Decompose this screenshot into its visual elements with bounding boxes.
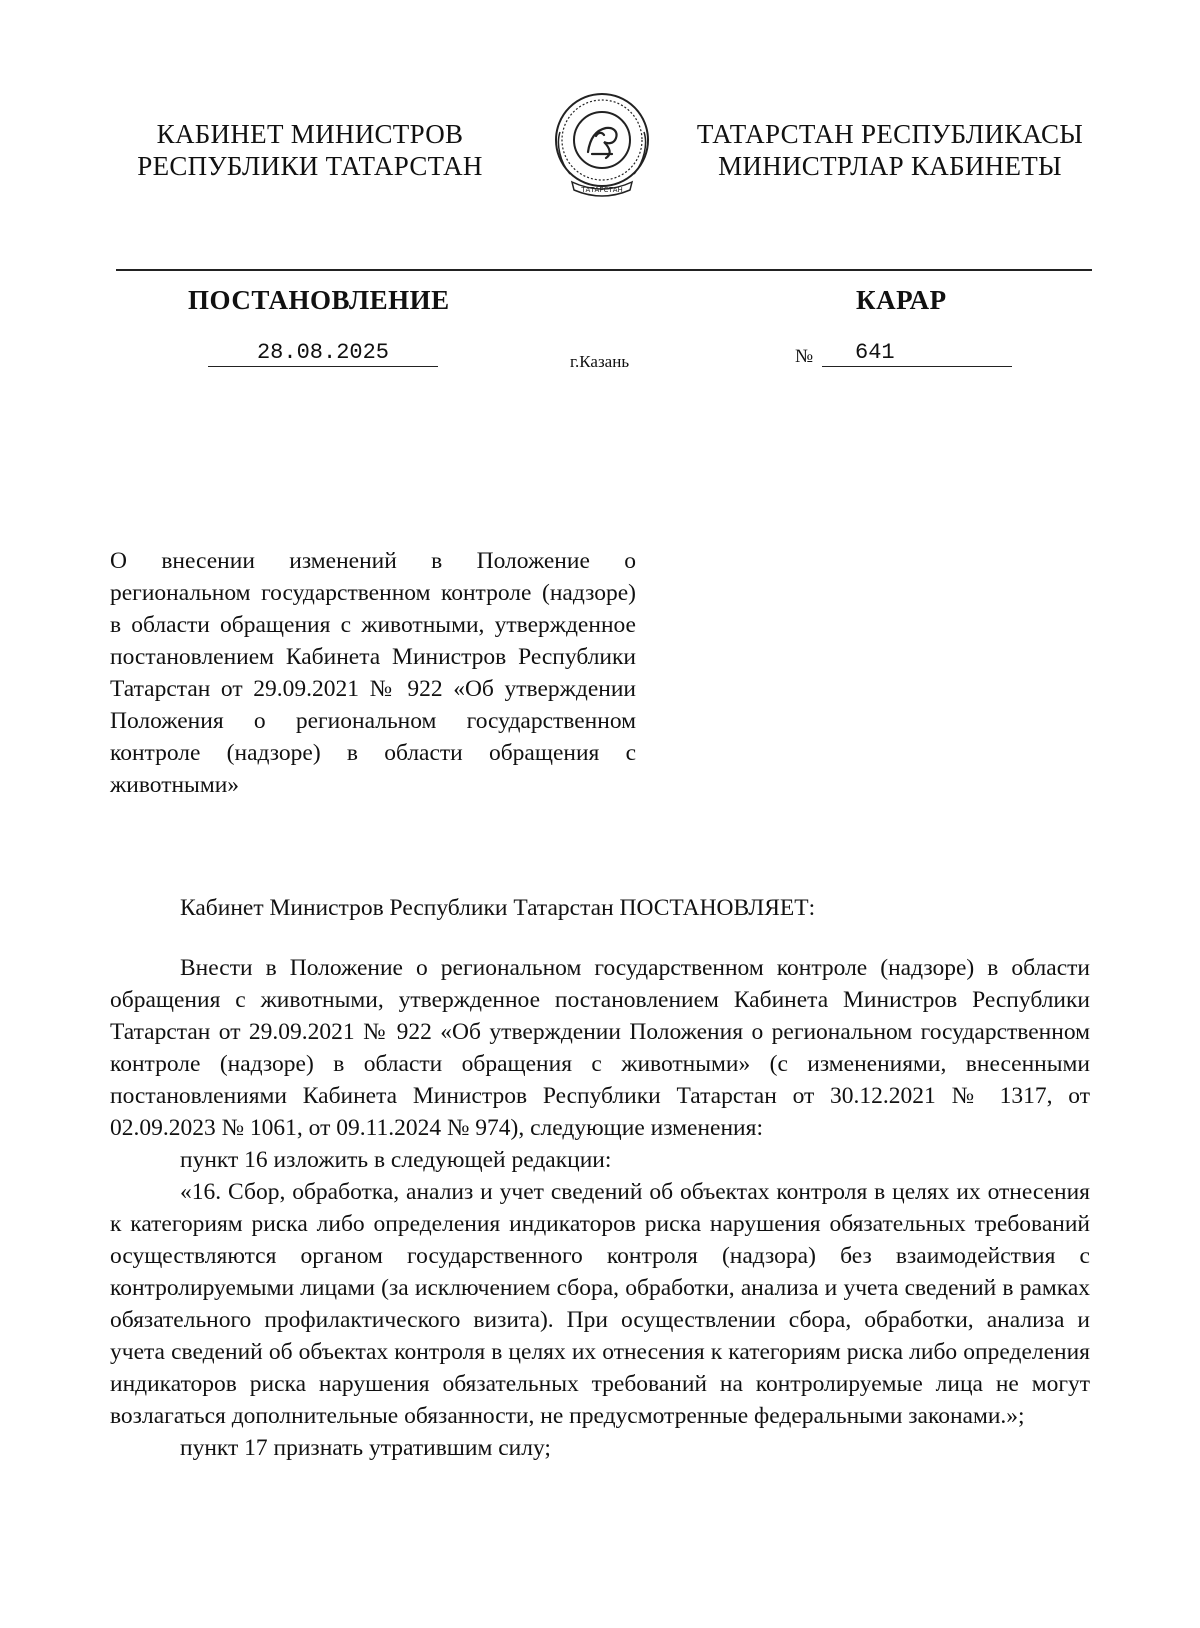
doc-number — [830, 340, 1010, 365]
doc-number-value: 641 — [855, 340, 895, 365]
preamble: Кабинет Министров Республики Татарстан ПОСТАНОВЛЯЕТ: — [180, 895, 816, 921]
header-left-line2: РЕСПУБЛИКИ ТАТАРСТАН — [137, 151, 483, 181]
doc-number-sign: № — [795, 346, 814, 367]
paragraph: Внести в Положение о региональном государственном контроле (надзоре) в области обращения с животными, утвержденное постановлением Кабинета Министров Республики Татарстан от 29.09.2021 № 922 «Об утверждении Положения о региональном государственном контроле (надзоре) в области обращения с животными» (с изменениями, внесенными постановлениями Кабинета Министров Республики Татарстан от 30.12.2021 № 1317, от 02.09.2023 № 1061, от 09.11.2024 № 974), следующие изменения: — [110, 955, 1090, 1141]
header-left-line1: КАБИНЕТ МИНИСТРОВ — [156, 119, 464, 149]
number-underline — [822, 366, 1012, 367]
doc-date: 28.08.2025 — [256, 340, 390, 365]
tatarstan-emblem-icon — [552, 88, 652, 206]
header-divider — [116, 269, 1092, 271]
header-right-line1: ТАТАРСТАН РЕСПУБЛИКАСЫ — [696, 119, 1084, 149]
doc-city: г.Казань — [570, 352, 630, 371]
paragraph: «16. Сбор, обработка, анализ и учет сведений об объектах контроля в целях их отнесения к категориям риска либо определения индикаторов риска нарушения обязательных требований осуществляются органом государственного контроля (надзора) без взаимодействия с контролируемыми лицами (за исключением сбора, обработки, анализа и учета сведений в рамках обязательного профилактического визита). При осуществлении сбора, обработки, анализа и учета сведений об объектах контроля в целях их отнесения к категориям риска либо определения индикаторов риска нарушения обязательных требований на контролируемые лица не могут возлагаться дополнительные обязанности, не предусмотренные федеральными законами.»; — [110, 1179, 1090, 1429]
emblem-ribbon-text: ТАТАРСТАН — [581, 186, 623, 194]
header-right-line2: МИНИСТРЛАР КАБИНЕТЫ — [718, 151, 1062, 181]
doc-type-tt: КАРАР — [856, 285, 947, 315]
doc-title: О внесении изменений в Положение о региональном государственном контроле (надзоре) в области обращения с животными, утвержденное постановлением Кабинета Министров Республики Татарстан от 29.09.2021 № 922 «Об утверждении Положения о региональном государственном контроле (надзоре) в области обращения с животными» — [110, 548, 636, 798]
header-right — [690, 118, 1090, 182]
header-left — [120, 118, 500, 182]
body-paragraphs — [110, 952, 1090, 1464]
date-underline — [208, 366, 438, 367]
paragraph: пункт 17 признать утратившим силу; — [180, 1435, 551, 1461]
paragraph: пункт 16 изложить в следующей редакции: — [180, 1147, 612, 1173]
doc-type-ru: ПОСТАНОВЛЕНИЕ — [188, 285, 450, 315]
